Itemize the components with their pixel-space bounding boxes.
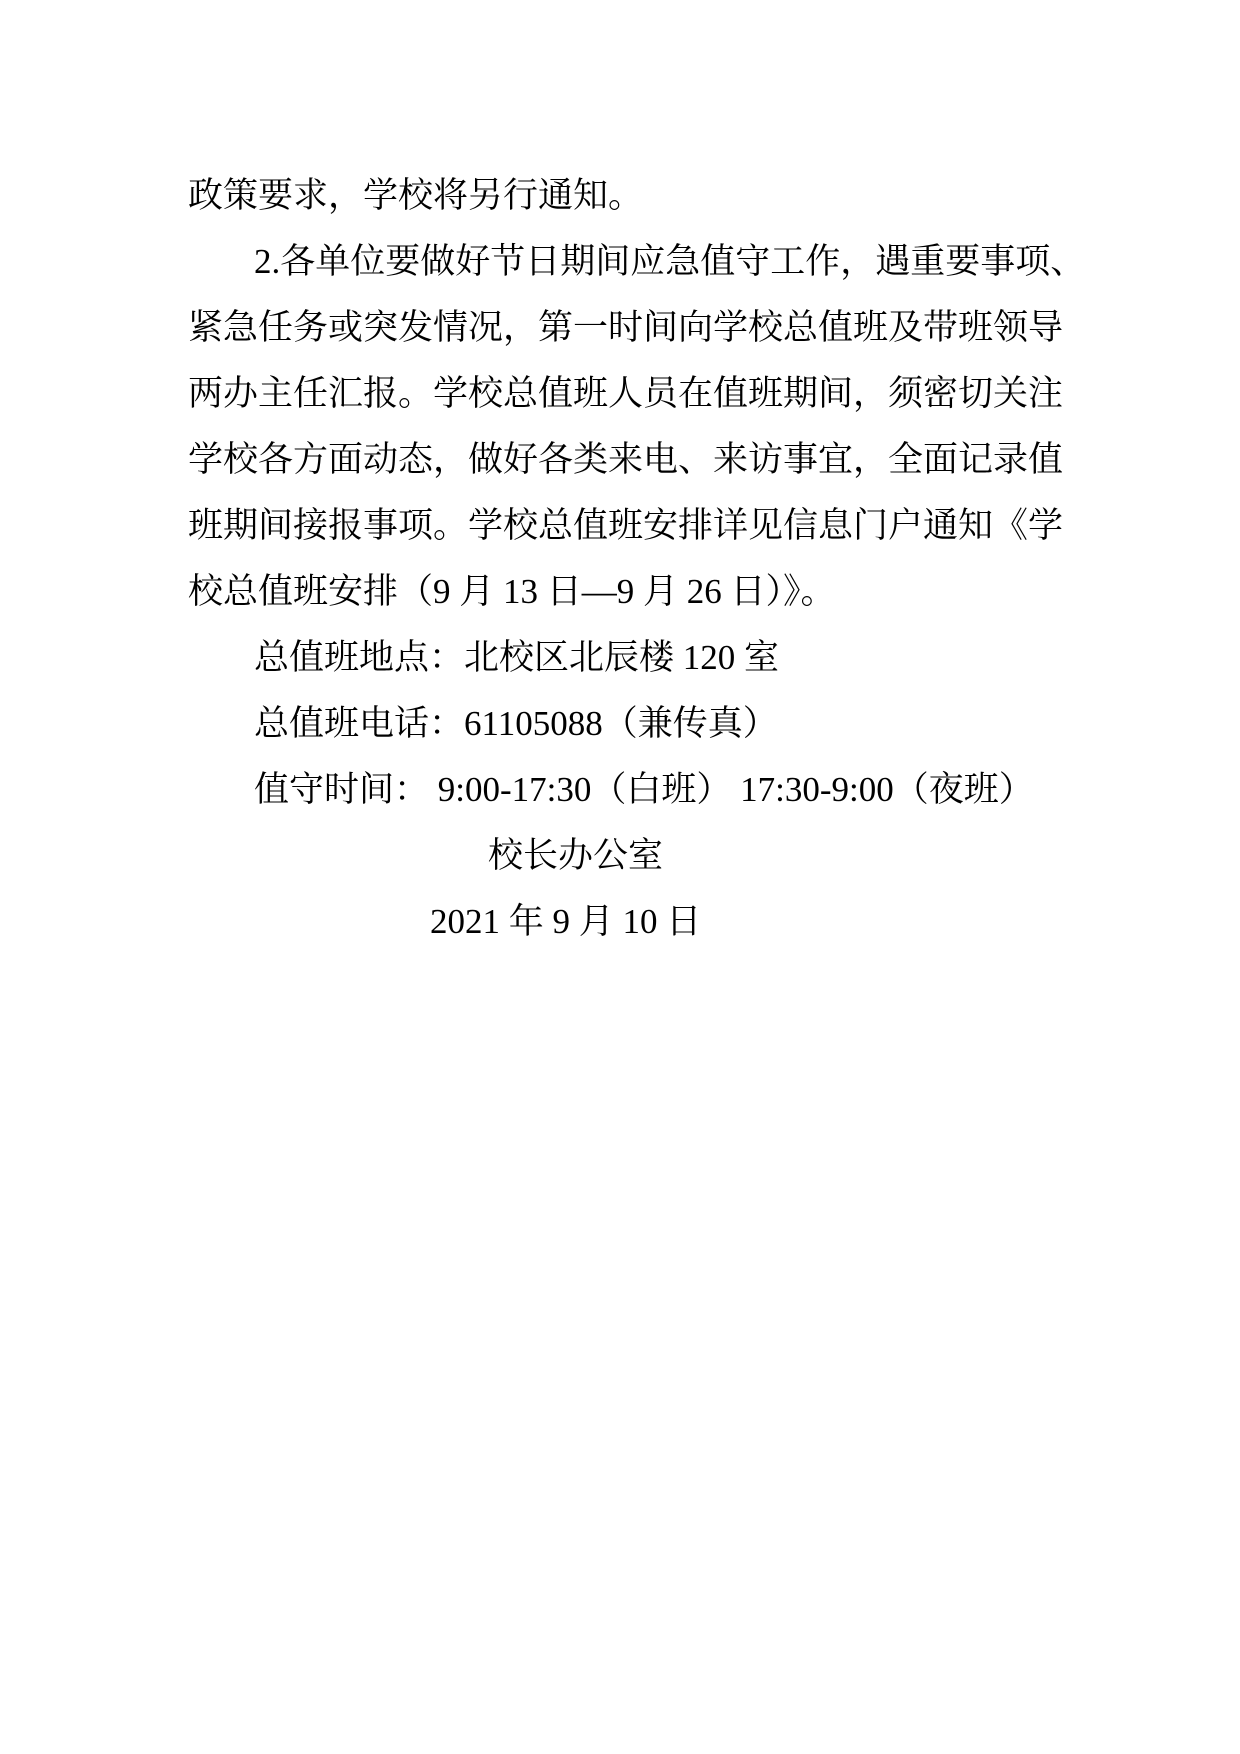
paragraph-line-1: 政策要求，学校将另行通知。 [188, 176, 644, 215]
paragraph-line-3: 紧急任务或突发情况，第一时间向学校总值班及带班领导 [188, 308, 1064, 347]
paragraph-line-2: 2.各单位要做好节日期间应急值守工作，遇重要事项、 [254, 242, 1086, 281]
paragraph-line-4: 两办主任汇报。学校总值班人员在值班期间，须密切关注 [188, 374, 1064, 413]
duty-hours: 值守时间： 9:00-17:30（白班） 17:30-9:00（夜班） [254, 770, 1034, 809]
signature-date: 2021 年 9 月 10 日 [430, 902, 702, 941]
paragraph-line-7: 校总值班安排（9 月 13 日—9 月 26 日）》。 [188, 572, 836, 611]
paragraph-line-5: 学校各方面动态，做好各类来电、来访事宜，全面记录值 [188, 440, 1064, 479]
duty-location: 总值班地点：北校区北辰楼 120 室 [254, 638, 780, 677]
duty-phone: 总值班电话：61105088（兼传真） [254, 704, 778, 743]
paragraph-line-6: 班期间接报事项。学校总值班安排详见信息门户通知《学 [188, 506, 1064, 545]
signature-office: 校长办公室 [488, 836, 664, 875]
